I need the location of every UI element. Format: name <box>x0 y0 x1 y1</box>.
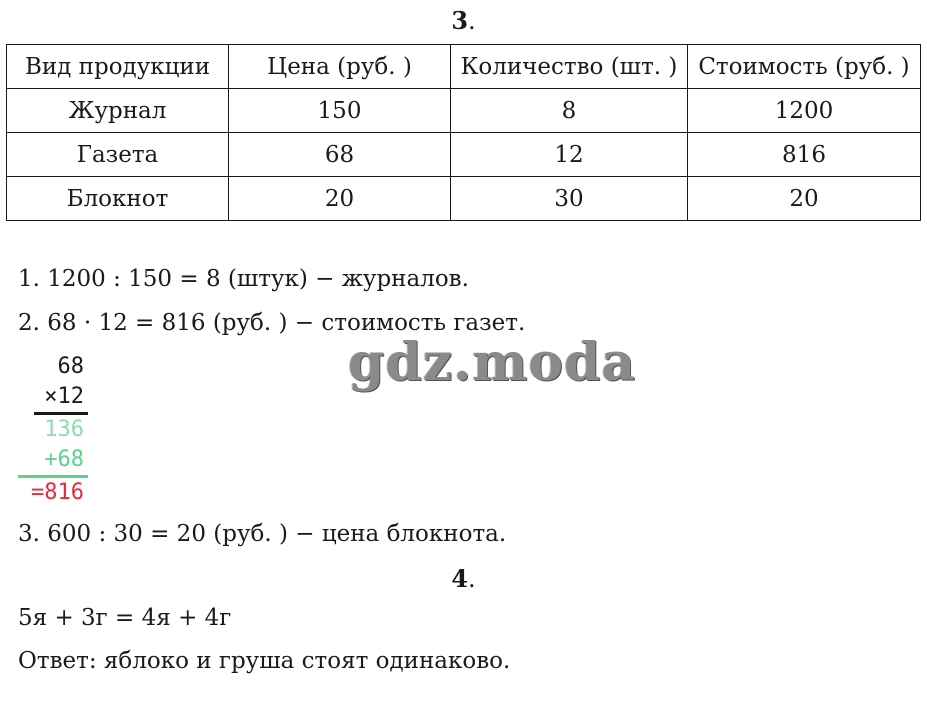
table-cell: 30 <box>451 177 688 221</box>
task-4-equation: 5я + 3г = 4я + 4г <box>18 605 232 631</box>
table-cell: Блокнот <box>7 177 229 221</box>
task-3-dot: . <box>468 7 476 35</box>
table-header-cell: Вид продукции <box>7 45 229 89</box>
table-row <box>7 89 921 133</box>
multiplier: ×12 <box>34 382 88 415</box>
table-cell: Газета <box>7 133 229 177</box>
product-table <box>6 44 921 221</box>
multiplicand: 68 <box>57 354 84 379</box>
table-header-cell: Количество (шт. ) <box>451 45 688 89</box>
table-cell: Журнал <box>7 89 229 133</box>
table-cell: 20 <box>688 177 921 221</box>
column-multiplication <box>18 352 88 508</box>
table-header-row <box>7 45 921 89</box>
task-4-title <box>0 564 927 593</box>
task-4-answer: Ответ: яблоко и груша стоят одинаково. <box>18 648 511 674</box>
task-4-dot: . <box>468 565 476 593</box>
table-cell: 1200 <box>688 89 921 133</box>
table-header-cell: Цена (руб. ) <box>229 45 451 89</box>
partial-product-2: +68 <box>18 445 88 478</box>
solution-step-1: 1. 1200 : 150 = 8 (штук) − журналов. <box>18 266 469 292</box>
watermark-logo: gdz.moda <box>348 332 637 393</box>
table-row <box>7 177 921 221</box>
table-cell: 150 <box>229 89 451 133</box>
partial-product-1: 136 <box>44 417 84 442</box>
multiplication-result: =816 <box>31 480 84 505</box>
table-cell: 12 <box>451 133 688 177</box>
table-cell: 8 <box>451 89 688 133</box>
table-header-cell: Стоимость (руб. ) <box>688 45 921 89</box>
table-row <box>7 133 921 177</box>
task-4-number: 4 <box>451 564 469 593</box>
task-3-title <box>0 6 927 35</box>
table-cell: 20 <box>229 177 451 221</box>
task-3-number: 3 <box>451 6 469 35</box>
table-cell: 816 <box>688 133 921 177</box>
table-cell: 68 <box>229 133 451 177</box>
solution-step-2: 2. 68 · 12 = 816 (руб. ) − стоимость газет. <box>18 310 526 336</box>
solution-step-3: 3. 600 : 30 = 20 (руб. ) − цена блокнота. <box>18 521 507 547</box>
